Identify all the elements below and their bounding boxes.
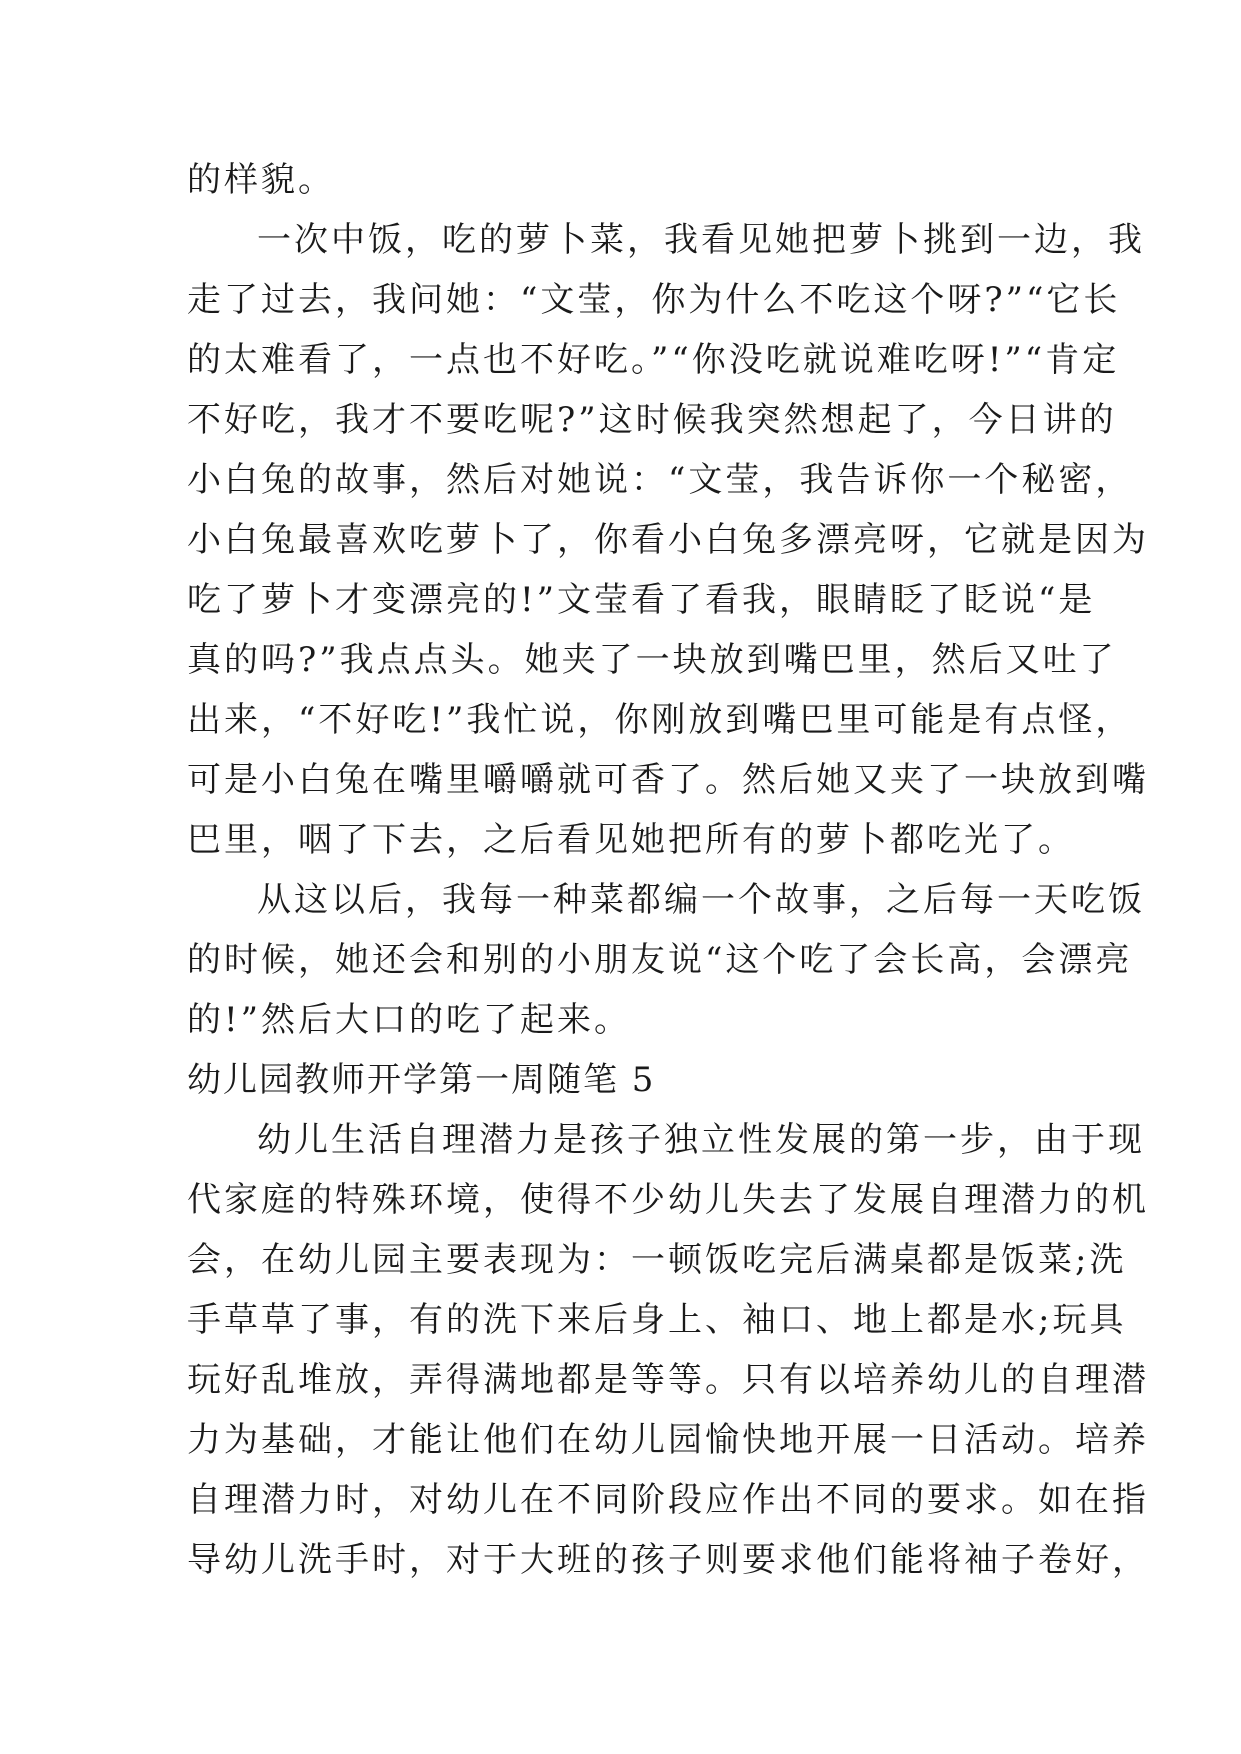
- paragraph-line: 力为基础，才能让他们在幼儿园愉快地开展一日活动。培养: [187, 1420, 1149, 1460]
- paragraph-line: 小白兔最喜欢吃萝卜了，你看小白兔多漂亮呀，它就是因为: [187, 520, 1149, 560]
- paragraph-line: 不好吃，我才不要吃呢?”这时候我突然想起了，今日讲的: [187, 400, 1117, 440]
- paragraph-line: 的时候，她还会和别的小朋友说“这个吃了会长高，会漂亮: [187, 940, 1133, 980]
- paragraph-line: 出来，“不好吃!”我忙说，你刚放到嘴巴里可能是有点怪，: [187, 700, 1133, 740]
- paragraph-line: 自理潜力时，对幼儿在不同阶段应作出不同的要求。如在指: [187, 1480, 1149, 1520]
- paragraph-line: 的样貌。: [187, 160, 335, 200]
- paragraph-line: 幼儿生活自理潜力是孩子独立性发展的第一步，由于现: [257, 1120, 1145, 1160]
- paragraph-line: 真的吗?”我点点头。她夹了一块放到嘴巴里，然后又吐了: [187, 640, 1117, 680]
- paragraph-line: 吃了萝卜才变漂亮的!”文莹看了看我，眼睛眨了眨说“是: [187, 580, 1096, 620]
- paragraph-line: 巴里，咽了下去，之后看见她把所有的萝卜都吃光了。: [187, 820, 1075, 860]
- paragraph-line: 手草草了事，有的洗下来后身上、袖口、地上都是水;玩具: [187, 1300, 1127, 1340]
- paragraph-line: 的!”然后大口的吃了起来。: [187, 1000, 632, 1040]
- paragraph-line: 导幼儿洗手时，对于大班的孩子则要求他们能将袖子卷好，: [187, 1540, 1149, 1580]
- document-body: [187, 150, 1149, 1590]
- paragraph-line: 玩好乱堆放，弄得满地都是等等。只有以培养幼儿的自理潜: [187, 1360, 1149, 1400]
- paragraph-line: 的太难看了，一点也不好吃。”“你没吃就说难吃呀!”“肯定: [187, 340, 1120, 380]
- paragraph-line: 代家庭的特殊环境，使得不少幼儿失去了发展自理潜力的机: [187, 1180, 1149, 1220]
- paragraph-line: 一次中饭，吃的萝卜菜，我看见她把萝卜挑到一边，我: [257, 220, 1145, 260]
- section-heading: 幼儿园教师开学第一周随笔 5: [187, 1060, 656, 1100]
- paragraph-line: 会，在幼儿园主要表现为：一顿饭吃完后满桌都是饭菜;洗: [187, 1240, 1127, 1280]
- paragraph-line: 可是小白兔在嘴里嚼嚼就可香了。然后她又夹了一块放到嘴: [187, 760, 1149, 800]
- paragraph-line: 走了过去，我问她：“文莹，你为什么不吃这个呀?”“它长: [187, 280, 1121, 320]
- paragraph-line: 小白兔的故事，然后对她说：“文莹，我告诉你一个秘密，: [187, 460, 1133, 500]
- paragraph-line: 从这以后，我每一种菜都编一个故事，之后每一天吃饭: [257, 880, 1145, 920]
